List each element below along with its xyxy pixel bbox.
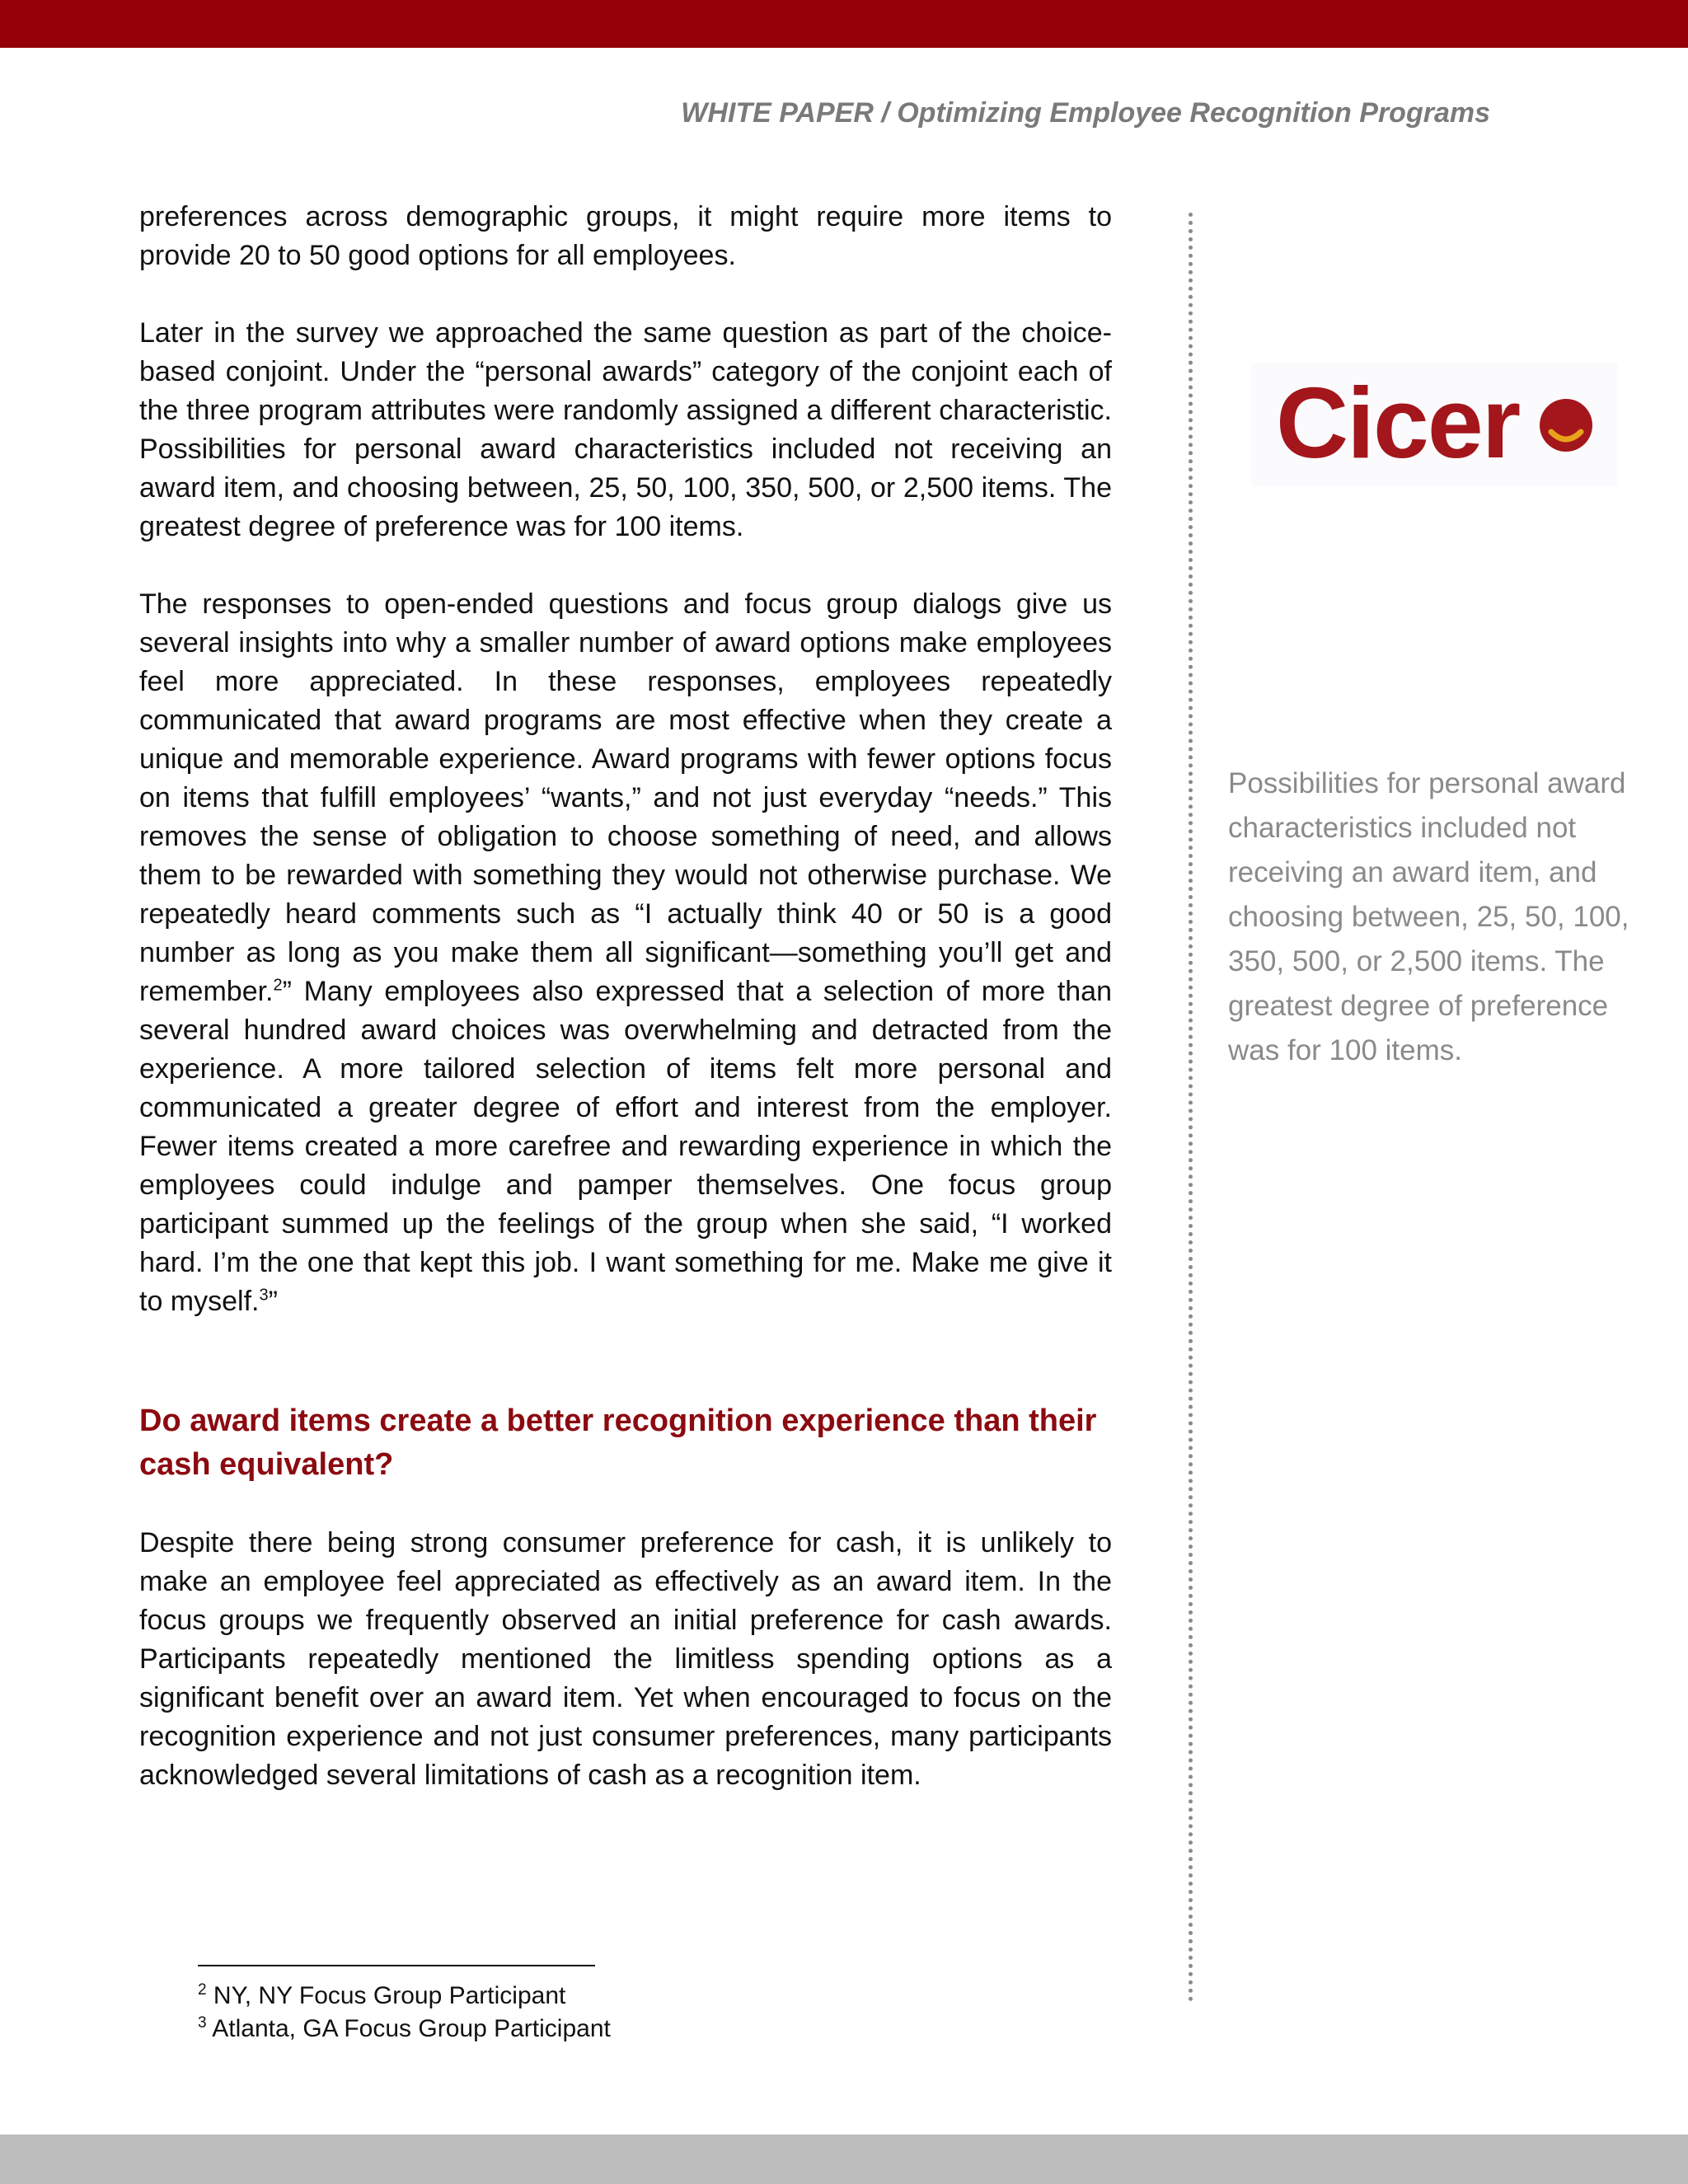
paragraph-3-text-a: The responses to open-ended questions and focus group dialogs give us several insights into why a smaller number of award options make employees feel more appreciated. In these responses, employees repeatedly communicated that award programs are most effective when they create a unique and memorable experience. Award programs with fewer options focus on items that fulfill employees’ “wants,” and not just everyday “needs.” This removes the sense of obligation to choose something of need, and allows them to be rewarded with something they would not otherwise purchase. We repeatedly heard comments such as “I actually think 40 or 50 is a good number as long as you make them all significant—something you’ll get and remember. — [139, 588, 1112, 1007]
footnote-number: 3 — [198, 2014, 207, 2032]
bottom-accent-bar — [0, 2135, 1688, 2184]
footnote-ref-2: 2 — [273, 976, 283, 995]
column-divider — [1189, 213, 1193, 2003]
footnote-item — [198, 1980, 940, 2013]
footnote-item — [198, 2013, 940, 2046]
body-paragraph-4: Despite there being strong consumer preference for cash, it is unlikely to make an employee feel appreciated as effectively as an award item. In the focus groups we frequently observed an initial preference for cash awards. Participants repeatedly mentioned the limitless spending options as a significant benefit over an award item. Yet when encouraged to focus on the recognition experience and not just consumer preferences, many participants acknowledged several limitations of cash as a recognition item. — [139, 1527, 1112, 1791]
running-header: WHITE PAPER / Optimizing Employee Recognition Programs — [681, 97, 1490, 129]
footnote-number: 2 — [198, 1981, 207, 1999]
section-heading: Do award items create a better recognition experience than their cash equivalent? — [139, 1404, 1097, 1482]
paragraph-3-text-c: ” — [268, 1286, 278, 1317]
paragraph-3-text-b: ” Many employees also expressed that a selection of more than several hundred award choices was overwhelming and detracted from the experience. A more tailored selection of items felt more personal and communicated a greater degree of effort and interest from the employer. Fewer items created a more carefree and rewarding experience in which the employees could indulge and pamper themselves. One focus group participant summed up the feelings of the group when she said, “I worked hard. I’m the one that kept this job. I want something for me. Make me give it to myself. — [139, 976, 1112, 1317]
body-paragraph-2: Later in the survey we approached the same question as part of the choice-based conjoint. Under the “personal awards” category of the conjoint each of the three program attributes were randomly assigned a different characteristic. Possibilities for personal award characteristics included not receiving an award item, and choosing between, 25, 50, 100, 350, 500, or 2,500 items. The greatest degree of preference was for 100 items. — [139, 317, 1112, 542]
footnote-rule — [198, 1965, 595, 1966]
logo-o-circle — [1540, 399, 1592, 452]
body-paragraph-1: preferences across demographic groups, it might require more items to provide 20 to 50 good options for all employees. — [139, 201, 1112, 271]
body-paragraph-3 — [139, 585, 1112, 1321]
footnote-text: NY, NY Focus Group Participant — [213, 1982, 566, 2009]
cicero-logo — [1251, 363, 1618, 486]
footnote-text: Atlanta, GA Focus Group Participant — [212, 2015, 611, 2042]
footnote-ref-3: 3 — [259, 1286, 269, 1305]
top-accent-bar — [0, 0, 1688, 48]
sidebar-pullquote: Possibilities for personal award characteristics included not receiving an award item, and choosing between, 25, 50, 100, 350, 500, or 2,500 items. The greatest degree of preference was for 100 items. — [1228, 767, 1629, 1066]
footnotes — [198, 1980, 940, 2046]
logo-svg — [1251, 363, 1618, 486]
logo-wordmark: Cicer — [1276, 367, 1520, 479]
main-column — [139, 198, 1112, 1834]
